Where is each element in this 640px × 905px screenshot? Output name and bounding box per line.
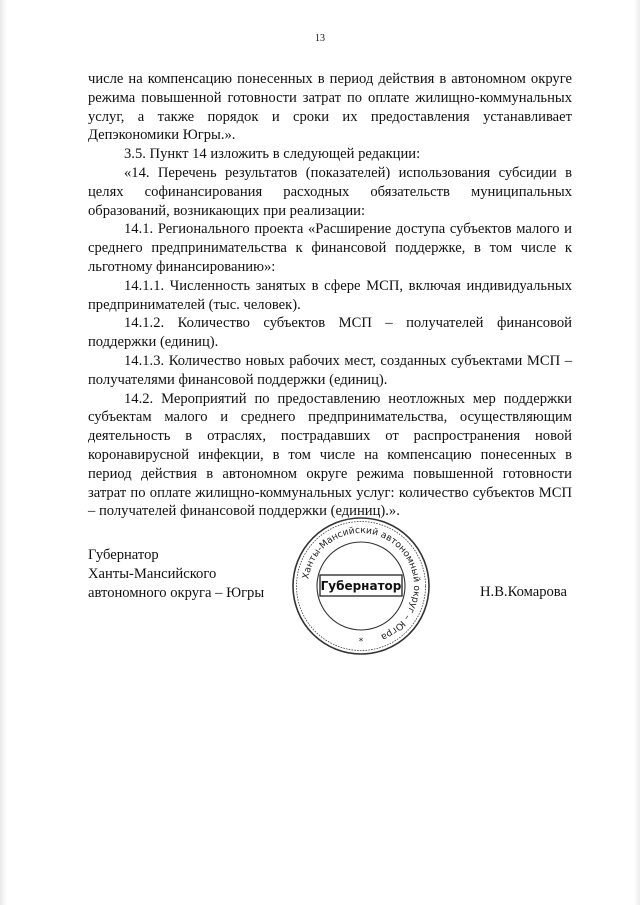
- position-line: автономного округа – Югры: [88, 585, 265, 601]
- seal-graphic: [290, 515, 432, 657]
- paragraph-14-1-1: 14.1.1. Численность занятых в сфере МСП, включая индивидуальных предпринимателей (тыс. человек).: [88, 277, 572, 313]
- page-number: 13: [315, 33, 325, 44]
- signatory-position: [88, 546, 264, 603]
- seal-star: *: [358, 637, 364, 647]
- position-line: Ханты-Мансийского: [88, 566, 217, 582]
- scan-edge-right: [634, 0, 640, 905]
- seal-ring-text: Ханты-Мансийский автономный округ – Югра: [300, 524, 423, 643]
- paragraph-14-1: 14.1. Регионального проекта «Расширение доступа субъектов малого и среднего предпринимательства к финансовой поддержке, в том числе к льготному финансированию»:: [88, 221, 572, 275]
- body-text: [88, 70, 572, 521]
- paragraph-continuation: числе на компенсацию понесенных в период действия в автономном округе режима повышенной готовности затрат по оплате жилищно-коммунальных услуг, а также порядок и сроки их предоставления устанавливает Депэкономики Югры.».: [88, 71, 572, 144]
- seal-center-text: Губернатор: [320, 579, 402, 593]
- paragraph-14: «14. Перечень результатов (показателей) использования субсидии в целях софинансирования расходных обязательств муниципальных образований, возникающих при реализации:: [88, 164, 572, 219]
- official-seal: [290, 515, 432, 657]
- paragraph-14-1-3: 14.1.3. Количество новых рабочих мест, созданных субъектами МСП – получателями финансовой поддержки (единиц).: [88, 352, 572, 388]
- paragraph-14-1-2: 14.1.2. Количество субъектов МСП – получателей финансовой поддержки (единиц).: [88, 315, 572, 351]
- position-line: Губернатор: [88, 547, 159, 563]
- signer-name: Н.В.Комарова: [480, 584, 567, 600]
- paragraph-14-2: 14.2. Мероприятий по предоставлению неотложных мер поддержки субъектам малого и среднего предпринимательства, осуществляющим деятельность в отраслях, пострадавших от распространения новой коронавирусной инфекции, в том числе на компенсацию понесенных в период действия в автономном округе режима повышенной готовности затрат по оплате жилищно-коммунальных услуг: количество субъектов МСП – получателей финансовой поддержки (единиц).».: [88, 390, 572, 520]
- paragraph-3-5: 3.5. Пункт 14 изложить в следующей редакции:: [124, 146, 421, 163]
- scan-edge-left: [0, 0, 7, 905]
